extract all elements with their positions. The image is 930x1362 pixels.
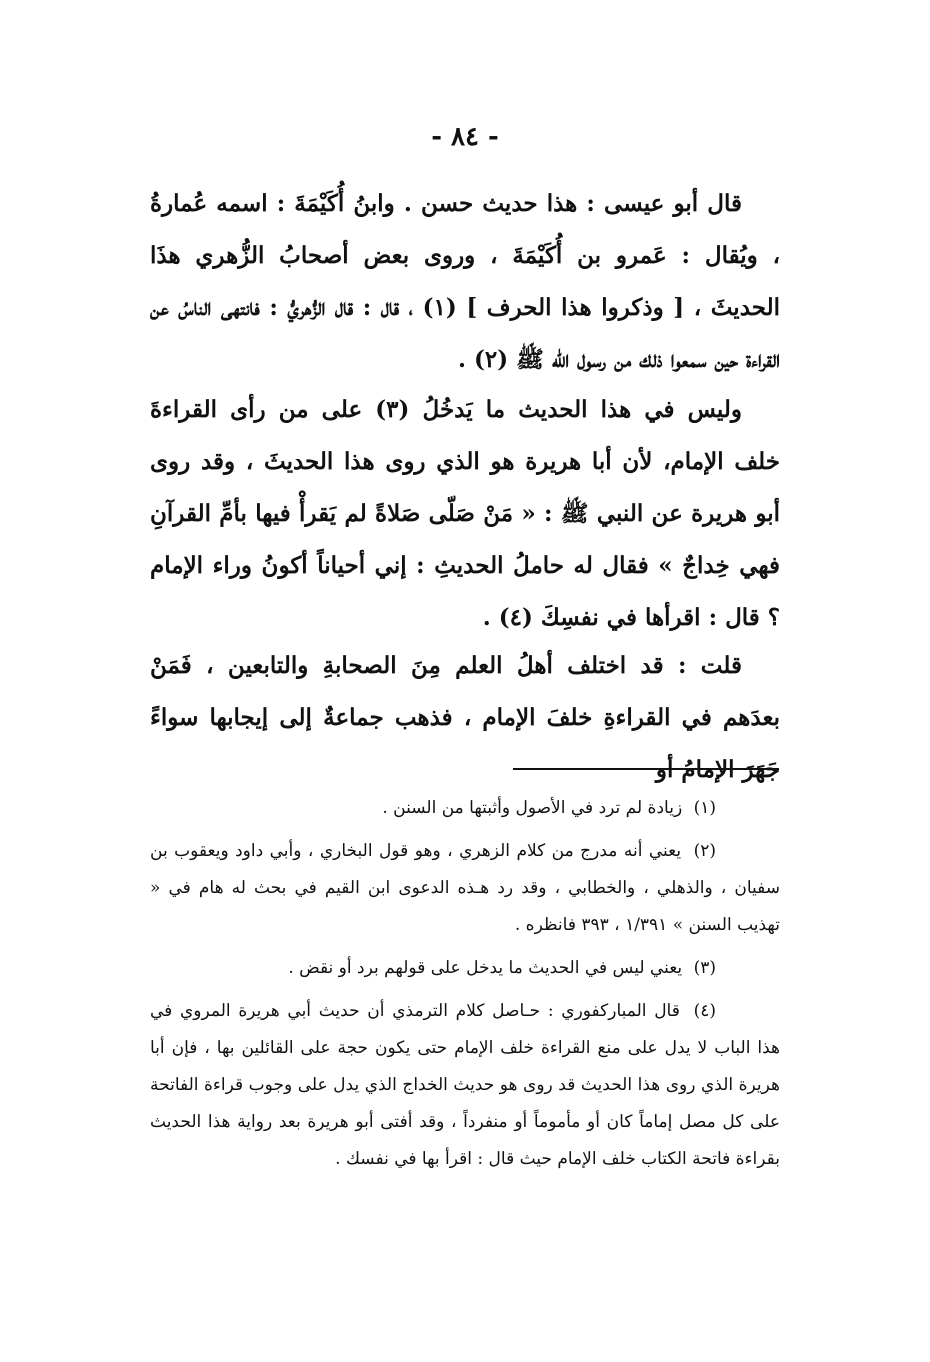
footnotes-section: [150, 790, 780, 1184]
footnote-text: يعني ليس في الحديث ما يدخل على قولهم برد أو نقض .: [288, 958, 683, 978]
footnote-1: [150, 790, 780, 827]
footnote-3: [150, 950, 780, 987]
footnote-number: (١): [693, 798, 716, 818]
paragraph-2: وليس في هذا الحديث ما يَدخُلُ (٣) على من رأى القراءةَ خلف الإمام، لأن أبا هريرة هو الذي روى هذا الحديثَ ، وقد روى أبو هريرة عن النبي ﷺ : « مَنْ صَلّى صَلاةً لم يَقرأْ فيها بأمِّ القرآنِ فهي خِداجٌ » فقال له حاملُ الحديثِ : إني أحياناً أكونُ وراء الإمام ؟ قال : اقرأها في نفسِكَ (٤) .: [150, 396, 780, 631]
footnote-text: زيادة لم ترد في الأصول وأثبتها من السنن .: [382, 798, 683, 818]
footnote-text: قال المباركفوري : حـاصل كلام الترمذي أن حديث أبي هريرة المروي في هذا الباب لا يدل على منع القراءة خلف الإمام حتى يكون حجة على القائلين بها ، فإن أبا هريرة الذي روى هذا الحديث قد روى هو حديث الخداج الذي يدل على وجوب قراءة الفاتحة على كل مصل إماماً كان أو مأموماً أو منفرداً ، وقد أفتى أبو هريرة بعد رواية هذا الحديث بقراءة فاتحة الكتاب خلف الإمام حيث قال : اقرأ بها في نفسك .: [150, 1001, 780, 1169]
footnote-number: (٢): [693, 841, 716, 861]
footnote-4: [150, 993, 780, 1178]
footnote-number: (٣): [693, 958, 716, 978]
footnote-number: (٤): [693, 1001, 717, 1021]
page-number: - ٨٤ -: [431, 122, 499, 152]
footnote-separator: [513, 768, 779, 770]
footnote-text: يعني أنه مدرج من كلام الزهري ، وهو قول البخاري ، وأبي داود ويعقوب بن سفيان ، والذهلي ، والخطابي ، وقد رد هـذه الدعوى ابن القيم في بحث له هام في « تهذيب السنن » ١/٣٩١ ، ٣٩٣ فانظره .: [150, 841, 780, 935]
paragraph-3: قلت : قد اختلف أهلُ العلم مِنَ الصحابةِ والتابعين ، فَمَنْ بعدَهم في القراءةِ خلفَ الإمام ، فذهب جماعةٌ إلى إيجابها سواءً جَهَرَ الإمامُ أو: [150, 652, 780, 783]
footnote-2: [150, 833, 780, 944]
paragraph-1: قال أبو عيسى : هذا حديث حسن . وابنُ أُكَيْمَةَ : اسمه عُمارةُ ، ويُقال : عَمرو بن أُكَيْمَةَ ، وروى بعض أصحابُ الزُّهري هذَا الحديثَ ، [ وذكروا هذا الحرف ] (١) ، قال : قال الزُّهريُّ : فانتهى الناسُ عن القراءة حين سمعوا ذلك من رسول الله ﷺ (٢) .: [150, 190, 781, 373]
